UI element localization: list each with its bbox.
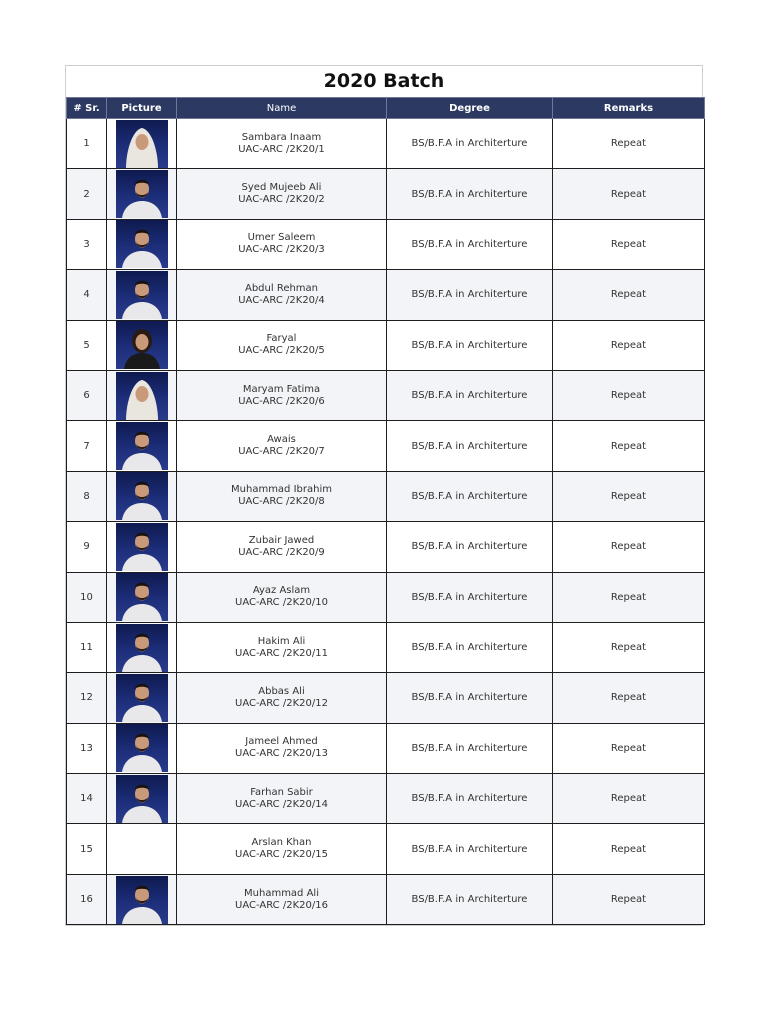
row-picture-cell [107,572,177,622]
student-name: Sambara Inaam [241,131,322,143]
row-serial-number: 14 [67,774,107,824]
row-serial-number: 7 [67,421,107,471]
student-name: Muhammad Ibrahim [231,484,332,496]
table-row [67,723,705,773]
row-degree: BS/B.F.A in Architerture [387,119,553,169]
row-picture-cell [107,119,177,169]
row-degree: BS/B.F.A in Architerture [387,370,553,420]
column-header-remarks: Remarks [553,98,705,119]
person-silhouette-icon [116,321,168,369]
person-silhouette-icon [116,523,168,571]
table-row [67,320,705,370]
student-name: Muhammad Ali [244,887,319,899]
row-remarks: Repeat [553,572,705,622]
column-header-picture: Picture [107,98,177,119]
row-picture-cell [107,219,177,269]
student-photo [116,422,168,470]
person-silhouette-icon [116,674,168,722]
column-header-degree: Degree [387,98,553,119]
student-name: Faryal [266,333,297,345]
table-row [67,119,705,169]
row-degree: BS/B.F.A in Architerture [387,774,553,824]
row-degree: BS/B.F.A in Architerture [387,723,553,773]
row-serial-number: 15 [67,824,107,874]
column-header-sr: # Sr. [67,98,107,119]
row-serial-number: 8 [67,471,107,521]
row-picture-cell [107,723,177,773]
row-remarks: Repeat [553,723,705,773]
student-id: UAC-ARC /2K20/14 [235,798,328,810]
row-picture-cell [107,622,177,672]
student-name: Awais [267,434,296,446]
row-degree: BS/B.F.A in Architerture [387,421,553,471]
person-silhouette-icon [116,372,168,420]
person-silhouette-icon [116,271,168,319]
row-name-cell [177,370,387,420]
row-serial-number: 1 [67,119,107,169]
row-name-cell [177,119,387,169]
row-picture-cell [107,320,177,370]
person-silhouette-icon [116,422,168,470]
row-name-cell [177,622,387,672]
person-silhouette-icon [116,472,168,520]
person-silhouette-icon [116,775,168,823]
row-degree: BS/B.F.A in Architerture [387,824,553,874]
row-name-cell [177,471,387,521]
row-degree: BS/B.F.A in Architerture [387,471,553,521]
table-row [67,522,705,572]
row-picture-cell [107,673,177,723]
row-degree: BS/B.F.A in Architerture [387,673,553,723]
row-serial-number: 16 [67,874,107,924]
student-table [66,97,705,925]
table-row [67,774,705,824]
student-name: Abdul Rehman [244,282,319,294]
student-id: UAC-ARC /2K20/3 [238,244,325,256]
row-remarks: Repeat [553,169,705,219]
row-remarks: Repeat [553,673,705,723]
row-picture-cell [107,421,177,471]
table-row [67,169,705,219]
student-id: UAC-ARC /2K20/13 [235,748,328,760]
row-serial-number: 6 [67,370,107,420]
person-silhouette-icon [116,876,168,924]
row-picture-cell [107,471,177,521]
student-id: UAC-ARC /2K20/5 [238,345,325,357]
table-row [67,370,705,420]
row-name-cell [177,320,387,370]
row-picture-cell [107,874,177,924]
row-serial-number: 4 [67,270,107,320]
row-remarks: Repeat [553,421,705,471]
row-remarks: Repeat [553,471,705,521]
row-serial-number: 9 [67,522,107,572]
row-remarks: Repeat [553,874,705,924]
row-serial-number: 11 [67,622,107,672]
person-silhouette-icon [116,120,168,168]
student-photo [116,271,168,319]
row-remarks: Repeat [553,270,705,320]
table-row [67,622,705,672]
student-photo [116,170,168,218]
row-name-cell [177,572,387,622]
student-photo [116,876,168,924]
row-serial-number: 2 [67,169,107,219]
student-photo [116,472,168,520]
row-name-cell [177,723,387,773]
student-id: UAC-ARC /2K20/15 [235,849,328,861]
row-picture-cell [107,370,177,420]
row-picture-cell [107,169,177,219]
row-remarks: Repeat [553,370,705,420]
row-remarks: Repeat [553,622,705,672]
student-id: UAC-ARC /2K20/1 [238,143,325,155]
row-name-cell [177,673,387,723]
person-silhouette-icon [116,170,168,218]
student-photo [116,321,168,369]
student-name: Arslan Khan [251,837,312,849]
person-silhouette-icon [116,724,168,772]
row-degree: BS/B.F.A in Architerture [387,874,553,924]
person-silhouette-icon [116,624,168,672]
column-header-name: Name [177,98,387,119]
row-degree: BS/B.F.A in Architerture [387,320,553,370]
row-degree: BS/B.F.A in Architerture [387,622,553,672]
row-name-cell [177,169,387,219]
student-id: UAC-ARC /2K20/8 [238,496,325,508]
student-id: UAC-ARC /2K20/2 [238,194,325,206]
student-photo [116,674,168,722]
row-serial-number: 3 [67,219,107,269]
table-row [67,673,705,723]
student-id: UAC-ARC /2K20/7 [238,446,325,458]
student-name: Umer Saleem [247,232,316,244]
student-id: UAC-ARC /2K20/11 [235,647,328,659]
row-name-cell [177,219,387,269]
student-photo [116,624,168,672]
student-name: Zubair Jawed [248,534,315,546]
row-degree: BS/B.F.A in Architerture [387,219,553,269]
row-remarks: Repeat [553,219,705,269]
row-serial-number: 12 [67,673,107,723]
table-row [67,270,705,320]
table-row [67,824,705,874]
row-serial-number: 5 [67,320,107,370]
row-picture-cell [107,824,177,874]
row-degree: BS/B.F.A in Architerture [387,270,553,320]
row-remarks: Repeat [553,522,705,572]
table-row [67,572,705,622]
person-silhouette-icon [116,573,168,621]
page-title: 2020 Batch [66,66,702,97]
student-name: Syed Mujeeb Ali [241,182,322,194]
row-degree: BS/B.F.A in Architerture [387,572,553,622]
student-name: Farhan Sabir [250,786,313,798]
student-photo [116,220,168,268]
table-row [67,219,705,269]
student-id: UAC-ARC /2K20/4 [238,294,325,306]
student-photo [116,775,168,823]
row-remarks: Repeat [553,774,705,824]
student-name: Jameel Ahmed [245,736,318,748]
row-serial-number: 13 [67,723,107,773]
student-photo [116,372,168,420]
row-name-cell [177,522,387,572]
student-photo [116,523,168,571]
row-name-cell [177,874,387,924]
row-picture-cell [107,774,177,824]
batch-sheet [65,65,703,926]
row-remarks: Repeat [553,320,705,370]
table-body [67,119,705,925]
row-name-cell [177,270,387,320]
row-remarks: Repeat [553,119,705,169]
student-photo [116,120,168,168]
student-id: UAC-ARC /2K20/10 [235,597,328,609]
student-name: Ayaz Aslam [252,585,311,597]
student-photo [116,573,168,621]
row-picture-cell [107,522,177,572]
row-name-cell [177,824,387,874]
student-photo [116,724,168,772]
row-picture-cell [107,270,177,320]
row-degree: BS/B.F.A in Architerture [387,169,553,219]
table-row [67,471,705,521]
student-id: UAC-ARC /2K20/12 [235,697,328,709]
student-id: UAC-ARC /2K20/9 [238,546,325,558]
table-header-row [67,98,705,119]
row-degree: BS/B.F.A in Architerture [387,522,553,572]
row-name-cell [177,774,387,824]
student-name: Maryam Fatima [242,383,321,395]
person-silhouette-icon [116,220,168,268]
table-row [67,421,705,471]
student-id: UAC-ARC /2K20/6 [238,395,325,407]
student-id: UAC-ARC /2K20/16 [235,899,328,911]
row-name-cell [177,421,387,471]
table-row [67,874,705,924]
student-name: Hakim Ali [257,635,306,647]
student-name: Abbas Ali [258,685,305,697]
row-serial-number: 10 [67,572,107,622]
row-remarks: Repeat [553,824,705,874]
